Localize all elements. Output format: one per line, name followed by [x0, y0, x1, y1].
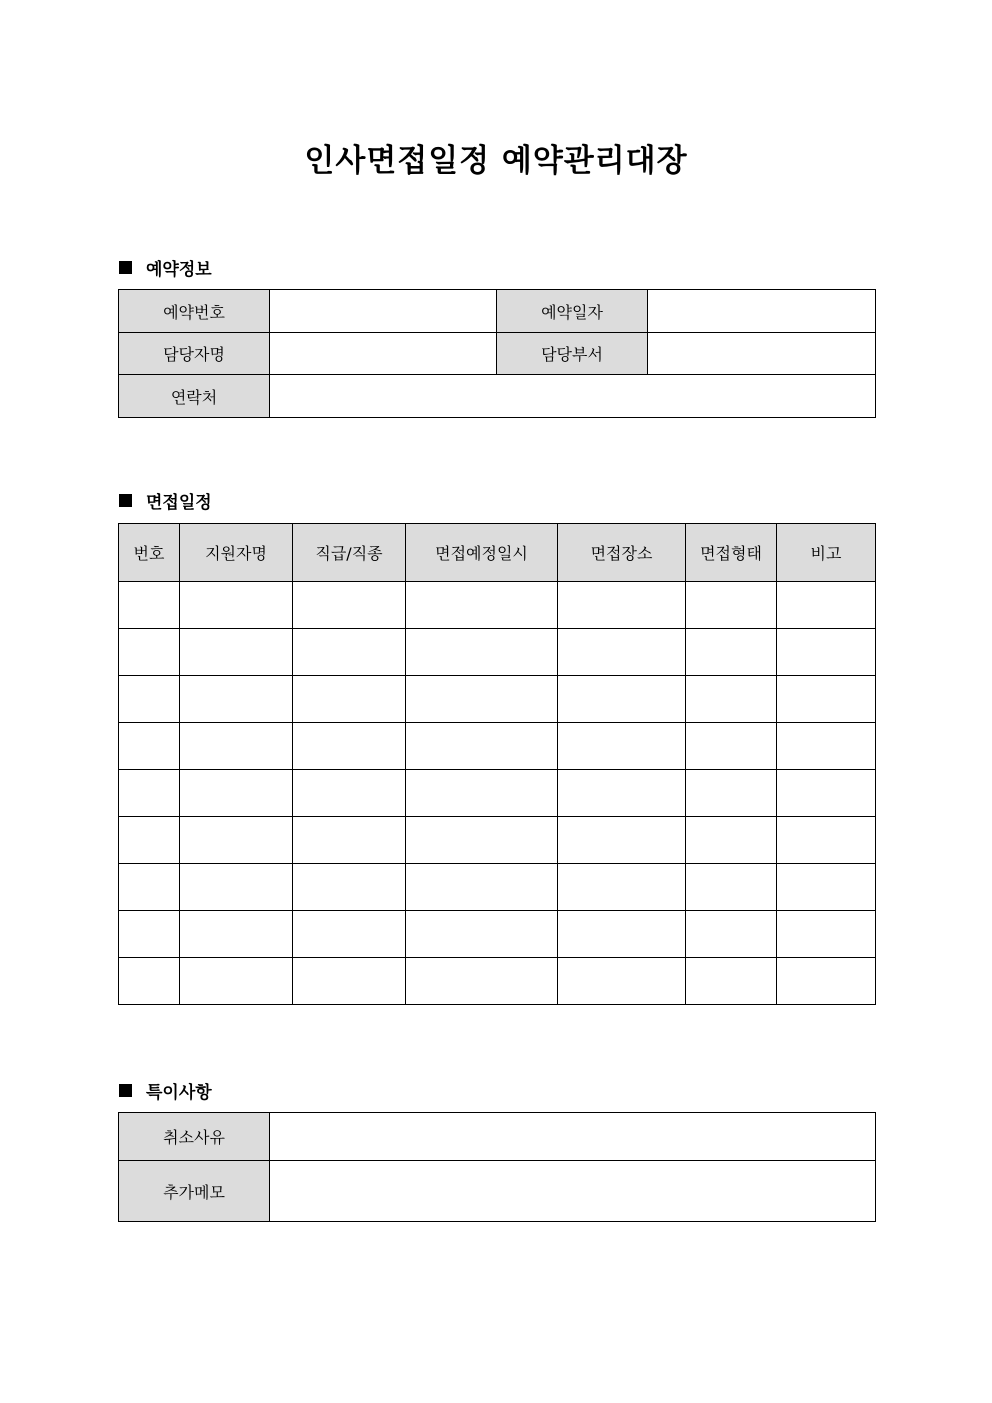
cell-datetime[interactable] — [406, 817, 558, 864]
column-header-remarks: 비고 — [777, 524, 876, 582]
table-row — [119, 770, 876, 817]
interview-schedule-table — [118, 523, 876, 1005]
cell-applicant[interactable] — [180, 911, 293, 958]
section-title: 특이사항 — [146, 1083, 212, 1103]
square-bullet-icon — [119, 261, 132, 274]
cell-number[interactable] — [119, 864, 180, 911]
cell-type[interactable] — [686, 911, 777, 958]
table-row — [119, 375, 876, 418]
cell-type[interactable] — [686, 817, 777, 864]
cell-datetime[interactable] — [406, 911, 558, 958]
cell-position[interactable] — [293, 629, 406, 676]
cell-applicant[interactable] — [180, 864, 293, 911]
cell-type[interactable] — [686, 958, 777, 1005]
cell-number[interactable] — [119, 770, 180, 817]
square-bullet-icon — [119, 494, 132, 507]
cell-remarks[interactable] — [777, 676, 876, 723]
cell-remarks[interactable] — [777, 864, 876, 911]
cell-type[interactable] — [686, 676, 777, 723]
reservation-no-field[interactable] — [270, 290, 497, 333]
manager-field[interactable] — [270, 333, 497, 375]
cell-location[interactable] — [558, 817, 686, 864]
cell-number[interactable] — [119, 911, 180, 958]
department-label: 담당부서 — [497, 333, 648, 375]
cell-applicant[interactable] — [180, 676, 293, 723]
cell-location[interactable] — [558, 911, 686, 958]
cell-remarks[interactable] — [777, 723, 876, 770]
cell-datetime[interactable] — [406, 582, 558, 629]
cell-position[interactable] — [293, 723, 406, 770]
section-heading-reservation — [119, 255, 212, 280]
cell-remarks[interactable] — [777, 629, 876, 676]
memo-field[interactable] — [270, 1161, 876, 1222]
special-notes-table — [118, 1112, 876, 1222]
column-header-number: 번호 — [119, 524, 180, 582]
cell-position[interactable] — [293, 676, 406, 723]
reservation-date-field[interactable] — [648, 290, 876, 333]
table-row — [119, 1161, 876, 1222]
cell-remarks[interactable] — [777, 770, 876, 817]
cell-position[interactable] — [293, 958, 406, 1005]
cell-position[interactable] — [293, 911, 406, 958]
table-header-row — [119, 524, 876, 582]
cancel-reason-label: 취소사유 — [119, 1113, 270, 1161]
table-row — [119, 582, 876, 629]
section-title: 면접일정 — [146, 493, 212, 513]
contact-label: 연락처 — [119, 375, 270, 418]
section-heading-schedule — [119, 488, 212, 513]
cell-datetime[interactable] — [406, 770, 558, 817]
cell-applicant[interactable] — [180, 958, 293, 1005]
table-row — [119, 817, 876, 864]
cell-type[interactable] — [686, 582, 777, 629]
manager-label: 담당자명 — [119, 333, 270, 375]
cell-number[interactable] — [119, 582, 180, 629]
cell-datetime[interactable] — [406, 958, 558, 1005]
cell-location[interactable] — [558, 723, 686, 770]
cell-location[interactable] — [558, 864, 686, 911]
reservation-no-label: 예약번호 — [119, 290, 270, 333]
cell-applicant[interactable] — [180, 817, 293, 864]
memo-label: 추가메모 — [119, 1161, 270, 1222]
cell-location[interactable] — [558, 958, 686, 1005]
table-row — [119, 676, 876, 723]
cell-applicant[interactable] — [180, 582, 293, 629]
cell-position[interactable] — [293, 582, 406, 629]
cell-remarks[interactable] — [777, 911, 876, 958]
section-heading-notes — [119, 1078, 212, 1103]
table-row — [119, 1113, 876, 1161]
cell-datetime[interactable] — [406, 676, 558, 723]
cell-location[interactable] — [558, 582, 686, 629]
cell-applicant[interactable] — [180, 723, 293, 770]
cell-position[interactable] — [293, 864, 406, 911]
reservation-date-label: 예약일자 — [497, 290, 648, 333]
cell-applicant[interactable] — [180, 770, 293, 817]
column-header-applicant: 지원자명 — [180, 524, 293, 582]
table-row — [119, 629, 876, 676]
table-row — [119, 911, 876, 958]
cell-type[interactable] — [686, 864, 777, 911]
cell-type[interactable] — [686, 629, 777, 676]
cell-number[interactable] — [119, 676, 180, 723]
cell-location[interactable] — [558, 770, 686, 817]
cell-position[interactable] — [293, 817, 406, 864]
cell-type[interactable] — [686, 723, 777, 770]
cell-number[interactable] — [119, 817, 180, 864]
column-header-datetime: 면접예정일시 — [406, 524, 558, 582]
cell-remarks[interactable] — [777, 958, 876, 1005]
column-header-position: 직급/직종 — [293, 524, 406, 582]
cell-type[interactable] — [686, 770, 777, 817]
square-bullet-icon — [119, 1084, 132, 1097]
cell-remarks[interactable] — [777, 817, 876, 864]
table-row — [119, 958, 876, 1005]
cell-datetime[interactable] — [406, 723, 558, 770]
cell-number[interactable] — [119, 723, 180, 770]
column-header-type: 면접형태 — [686, 524, 777, 582]
contact-field[interactable] — [270, 375, 876, 418]
cell-datetime[interactable] — [406, 864, 558, 911]
table-row — [119, 290, 876, 333]
cell-remarks[interactable] — [777, 582, 876, 629]
page-title: 인사면접일정 예약관리대장 — [304, 143, 688, 179]
department-field[interactable] — [648, 333, 876, 375]
table-row — [119, 864, 876, 911]
column-header-location: 면접장소 — [558, 524, 686, 582]
cell-location[interactable] — [558, 629, 686, 676]
cell-position[interactable] — [293, 770, 406, 817]
section-title: 예약정보 — [146, 260, 212, 280]
cancel-reason-field[interactable] — [270, 1113, 876, 1161]
cell-number[interactable] — [119, 629, 180, 676]
cell-applicant[interactable] — [180, 629, 293, 676]
cell-number[interactable] — [119, 958, 180, 1005]
table-row — [119, 723, 876, 770]
schedule-body — [119, 582, 876, 1005]
table-row — [119, 333, 876, 375]
cell-datetime[interactable] — [406, 629, 558, 676]
cell-location[interactable] — [558, 676, 686, 723]
reservation-info-table — [118, 289, 876, 418]
